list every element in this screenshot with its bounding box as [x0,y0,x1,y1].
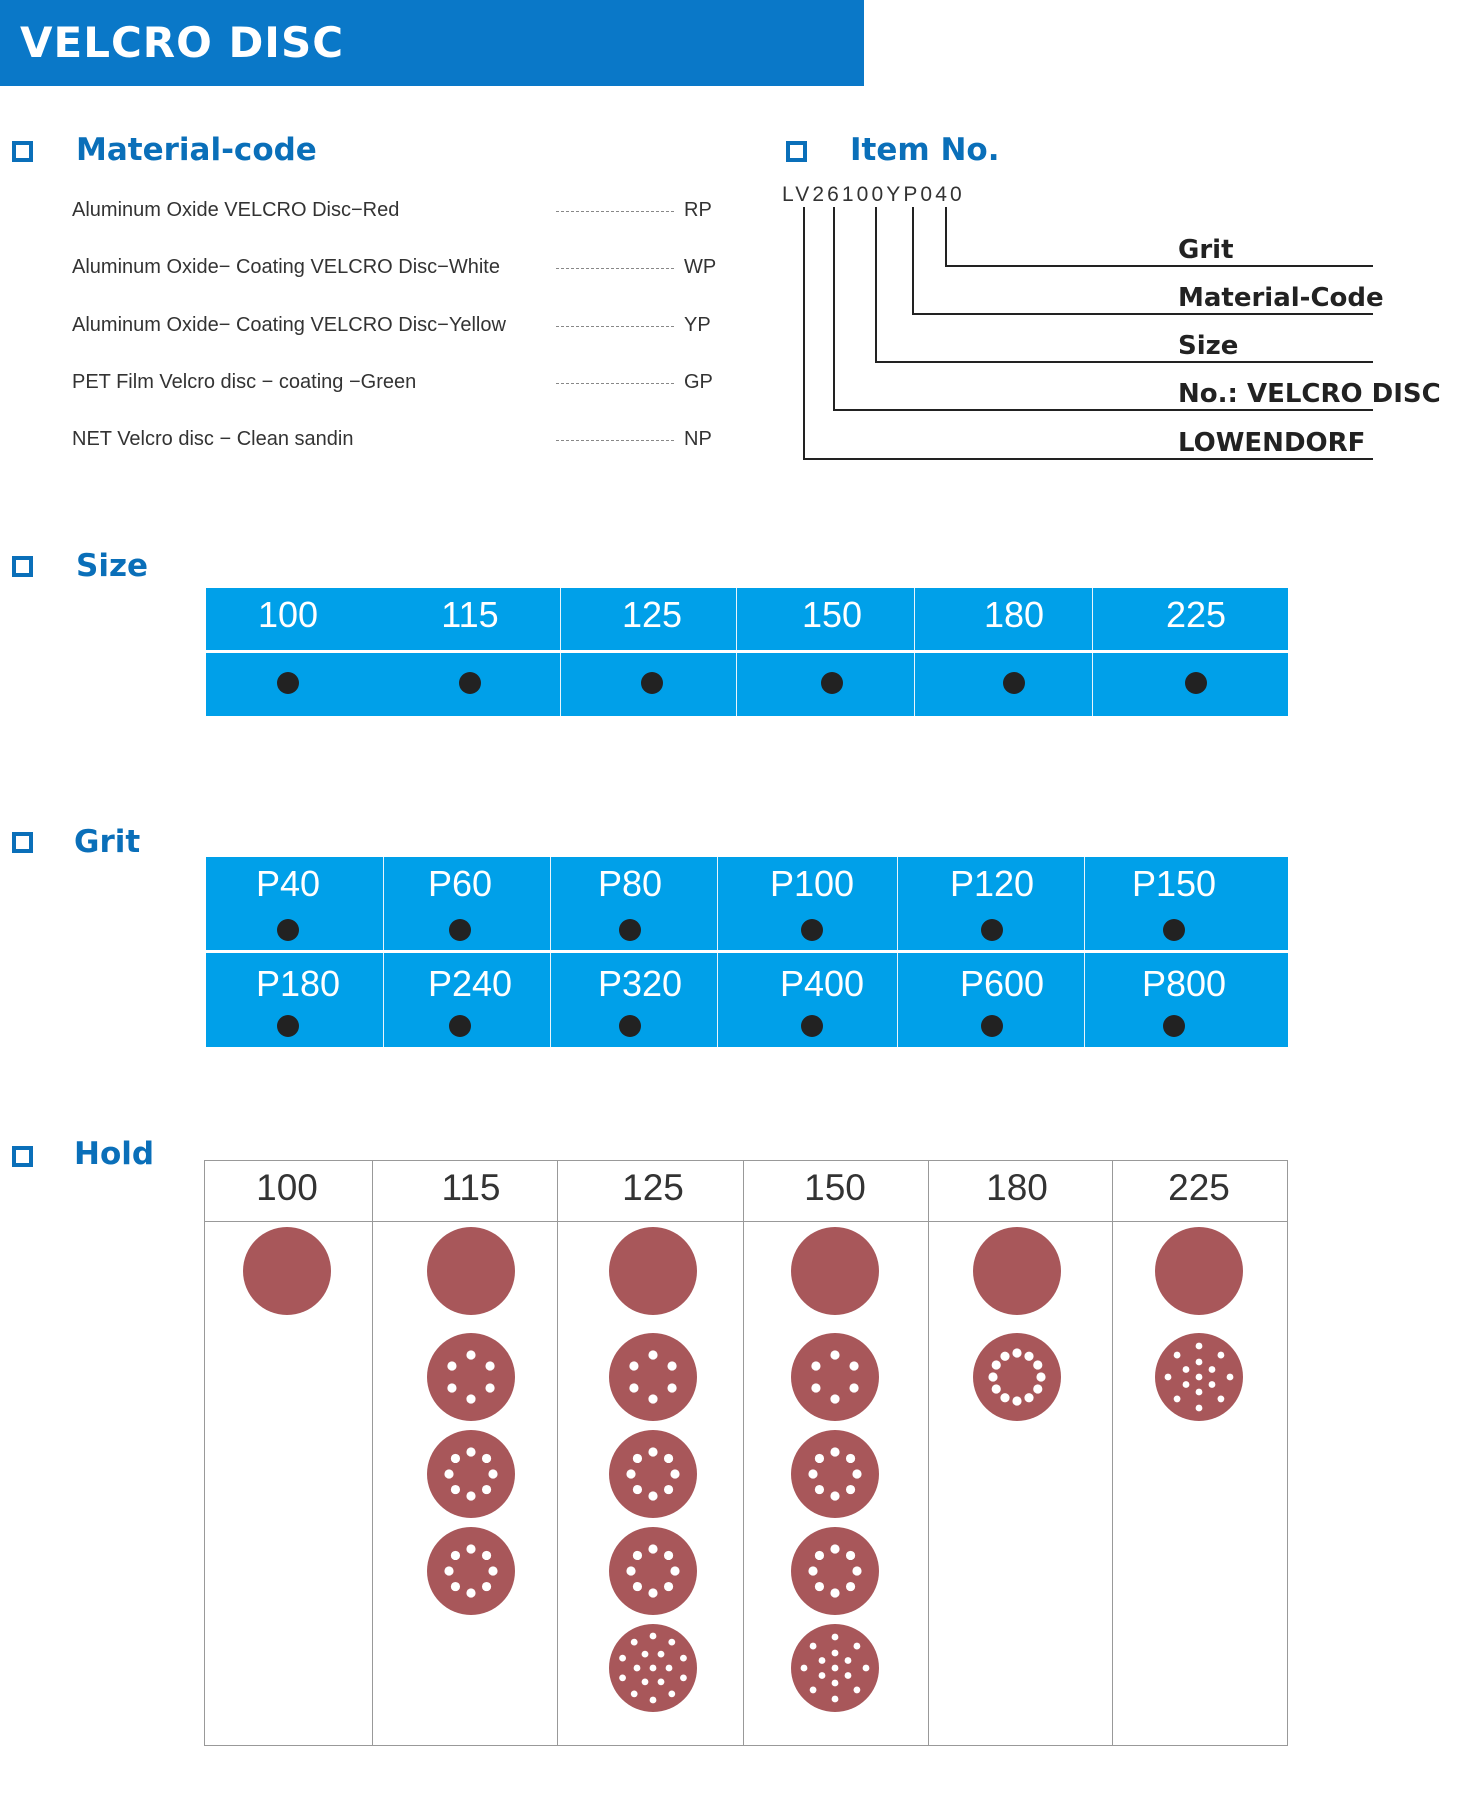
bracket-grit [946,207,1373,266]
item-no-label: Grit [1178,235,1234,265]
size-marker-dot [1003,672,1025,694]
grit-value: P60 [427,863,493,904]
disc-12-holes-icon [973,1333,1061,1421]
size-marker-dot [641,672,663,694]
material-label: Aluminum Oxide− Coating VELCRO Disc−White [72,256,500,278]
material-code: GP [684,371,713,393]
grit-value: P80 [597,863,663,904]
grit-marker-dot [981,919,1003,941]
item-no-title: Item No. [850,132,1000,168]
grit-marker-dot [801,1015,823,1037]
grit-marker-dot [619,919,641,941]
hold-column-divider [928,1161,929,1745]
hold-column-divider [557,1161,558,1745]
grit-marker-dot [277,1015,299,1037]
size-value: 115 [441,594,499,635]
item-no-label: No.: VELCRO DISC [1178,379,1441,409]
grit-value: P320 [597,963,683,1004]
grit-section-checkbox-icon [12,832,33,853]
grit-value: P400 [779,963,865,1004]
disc-no-holes-icon [243,1227,331,1315]
grit-value: P180 [255,963,341,1004]
material-label: Aluminum Oxide− Coating VELCRO Disc−Yellow [72,314,506,336]
size-row-divider [206,650,1288,653]
disc-no-holes-icon [1155,1227,1243,1315]
disc-no-holes-icon [427,1227,515,1315]
hold-section-title: Hold [74,1136,155,1172]
grit-marker-dot [449,919,471,941]
hold-size-header: 180 [986,1167,1048,1208]
disc-8-holes-icon [791,1527,879,1615]
disc-15-holes-icon [1155,1333,1243,1421]
hold-column-divider [372,1161,373,1745]
item-no-label: Size [1178,331,1239,361]
material-code: NP [684,428,712,450]
disc-8-holes-icon [427,1430,515,1518]
material-code: WP [684,256,717,278]
disc-no-holes-icon [609,1227,697,1315]
disc-no-holes-icon [973,1227,1061,1315]
size-table [206,588,1288,716]
disc-15-holes-icon [791,1624,879,1712]
hold-column-divider [1112,1161,1113,1745]
grit-marker-dot [1163,1015,1185,1037]
grit-marker-dot [801,919,823,941]
disc-6-holes-icon [427,1333,515,1421]
material-code: RP [684,199,712,221]
item-no-label: LOWENDORF [1178,428,1366,458]
grit-value: P240 [427,963,513,1004]
disc-8-holes-icon [427,1527,515,1615]
grit-marker-dot [981,1015,1003,1037]
disc-6-holes-icon [609,1333,697,1421]
material-label: NET Velcro disc − Clean sandin [72,428,354,450]
grit-value: P150 [1131,863,1217,904]
size-marker-dot [459,672,481,694]
grit-value: P40 [255,863,321,904]
hold-size-header: 115 [441,1167,501,1208]
disc-17-holes-icon [609,1624,697,1712]
item-no-label: Material-Code [1178,283,1384,313]
grit-row-divider [206,950,1288,953]
item-code: LV26100YP040 [782,183,965,206]
hold-size-header: 100 [256,1167,318,1208]
size-marker-dot [277,672,299,694]
grit-value: P100 [769,863,855,904]
size-value: 100 [257,594,319,635]
disc-8-holes-icon [609,1527,697,1615]
grit-value: P800 [1141,963,1227,1004]
material-code: YP [684,314,711,336]
grit-marker-dot [1163,919,1185,941]
grit-value: P120 [949,863,1035,904]
size-value: 180 [983,594,1045,635]
page-title: VELCRO DISC [20,18,345,67]
size-section-title: Size [76,548,149,584]
disc-8-holes-icon [791,1430,879,1518]
disc-8-holes-icon [609,1430,697,1518]
disc-no-holes-icon [791,1227,879,1315]
material-label: Aluminum Oxide VELCRO Disc−Red [72,199,400,221]
grit-section-title: Grit [74,824,141,860]
material-label: PET Film Velcro disc − coating −Green [72,371,417,393]
size-value: 125 [621,594,683,635]
hold-table [204,1160,1288,1746]
size-value: 225 [1165,594,1227,635]
hold-section-checkbox-icon [12,1146,33,1167]
disc-6-holes-icon [791,1333,879,1421]
hold-header-divider [205,1221,1287,1222]
size-value: 150 [801,594,863,635]
hold-size-header: 150 [804,1167,866,1208]
size-marker-dot [1185,672,1207,694]
grit-marker-dot [449,1015,471,1037]
material-section-title: Material-code [76,132,317,168]
grit-marker-dot [277,919,299,941]
bracket-lowendorf [804,207,1373,459]
grit-table [206,857,1288,1047]
grit-value: P600 [959,963,1045,1004]
size-marker-dot [821,672,843,694]
grit-marker-dot [619,1015,641,1037]
hold-size-header: 225 [1168,1167,1230,1208]
hold-column-divider [743,1161,744,1745]
hold-size-header: 125 [622,1167,684,1208]
size-section-checkbox-icon [12,556,33,577]
